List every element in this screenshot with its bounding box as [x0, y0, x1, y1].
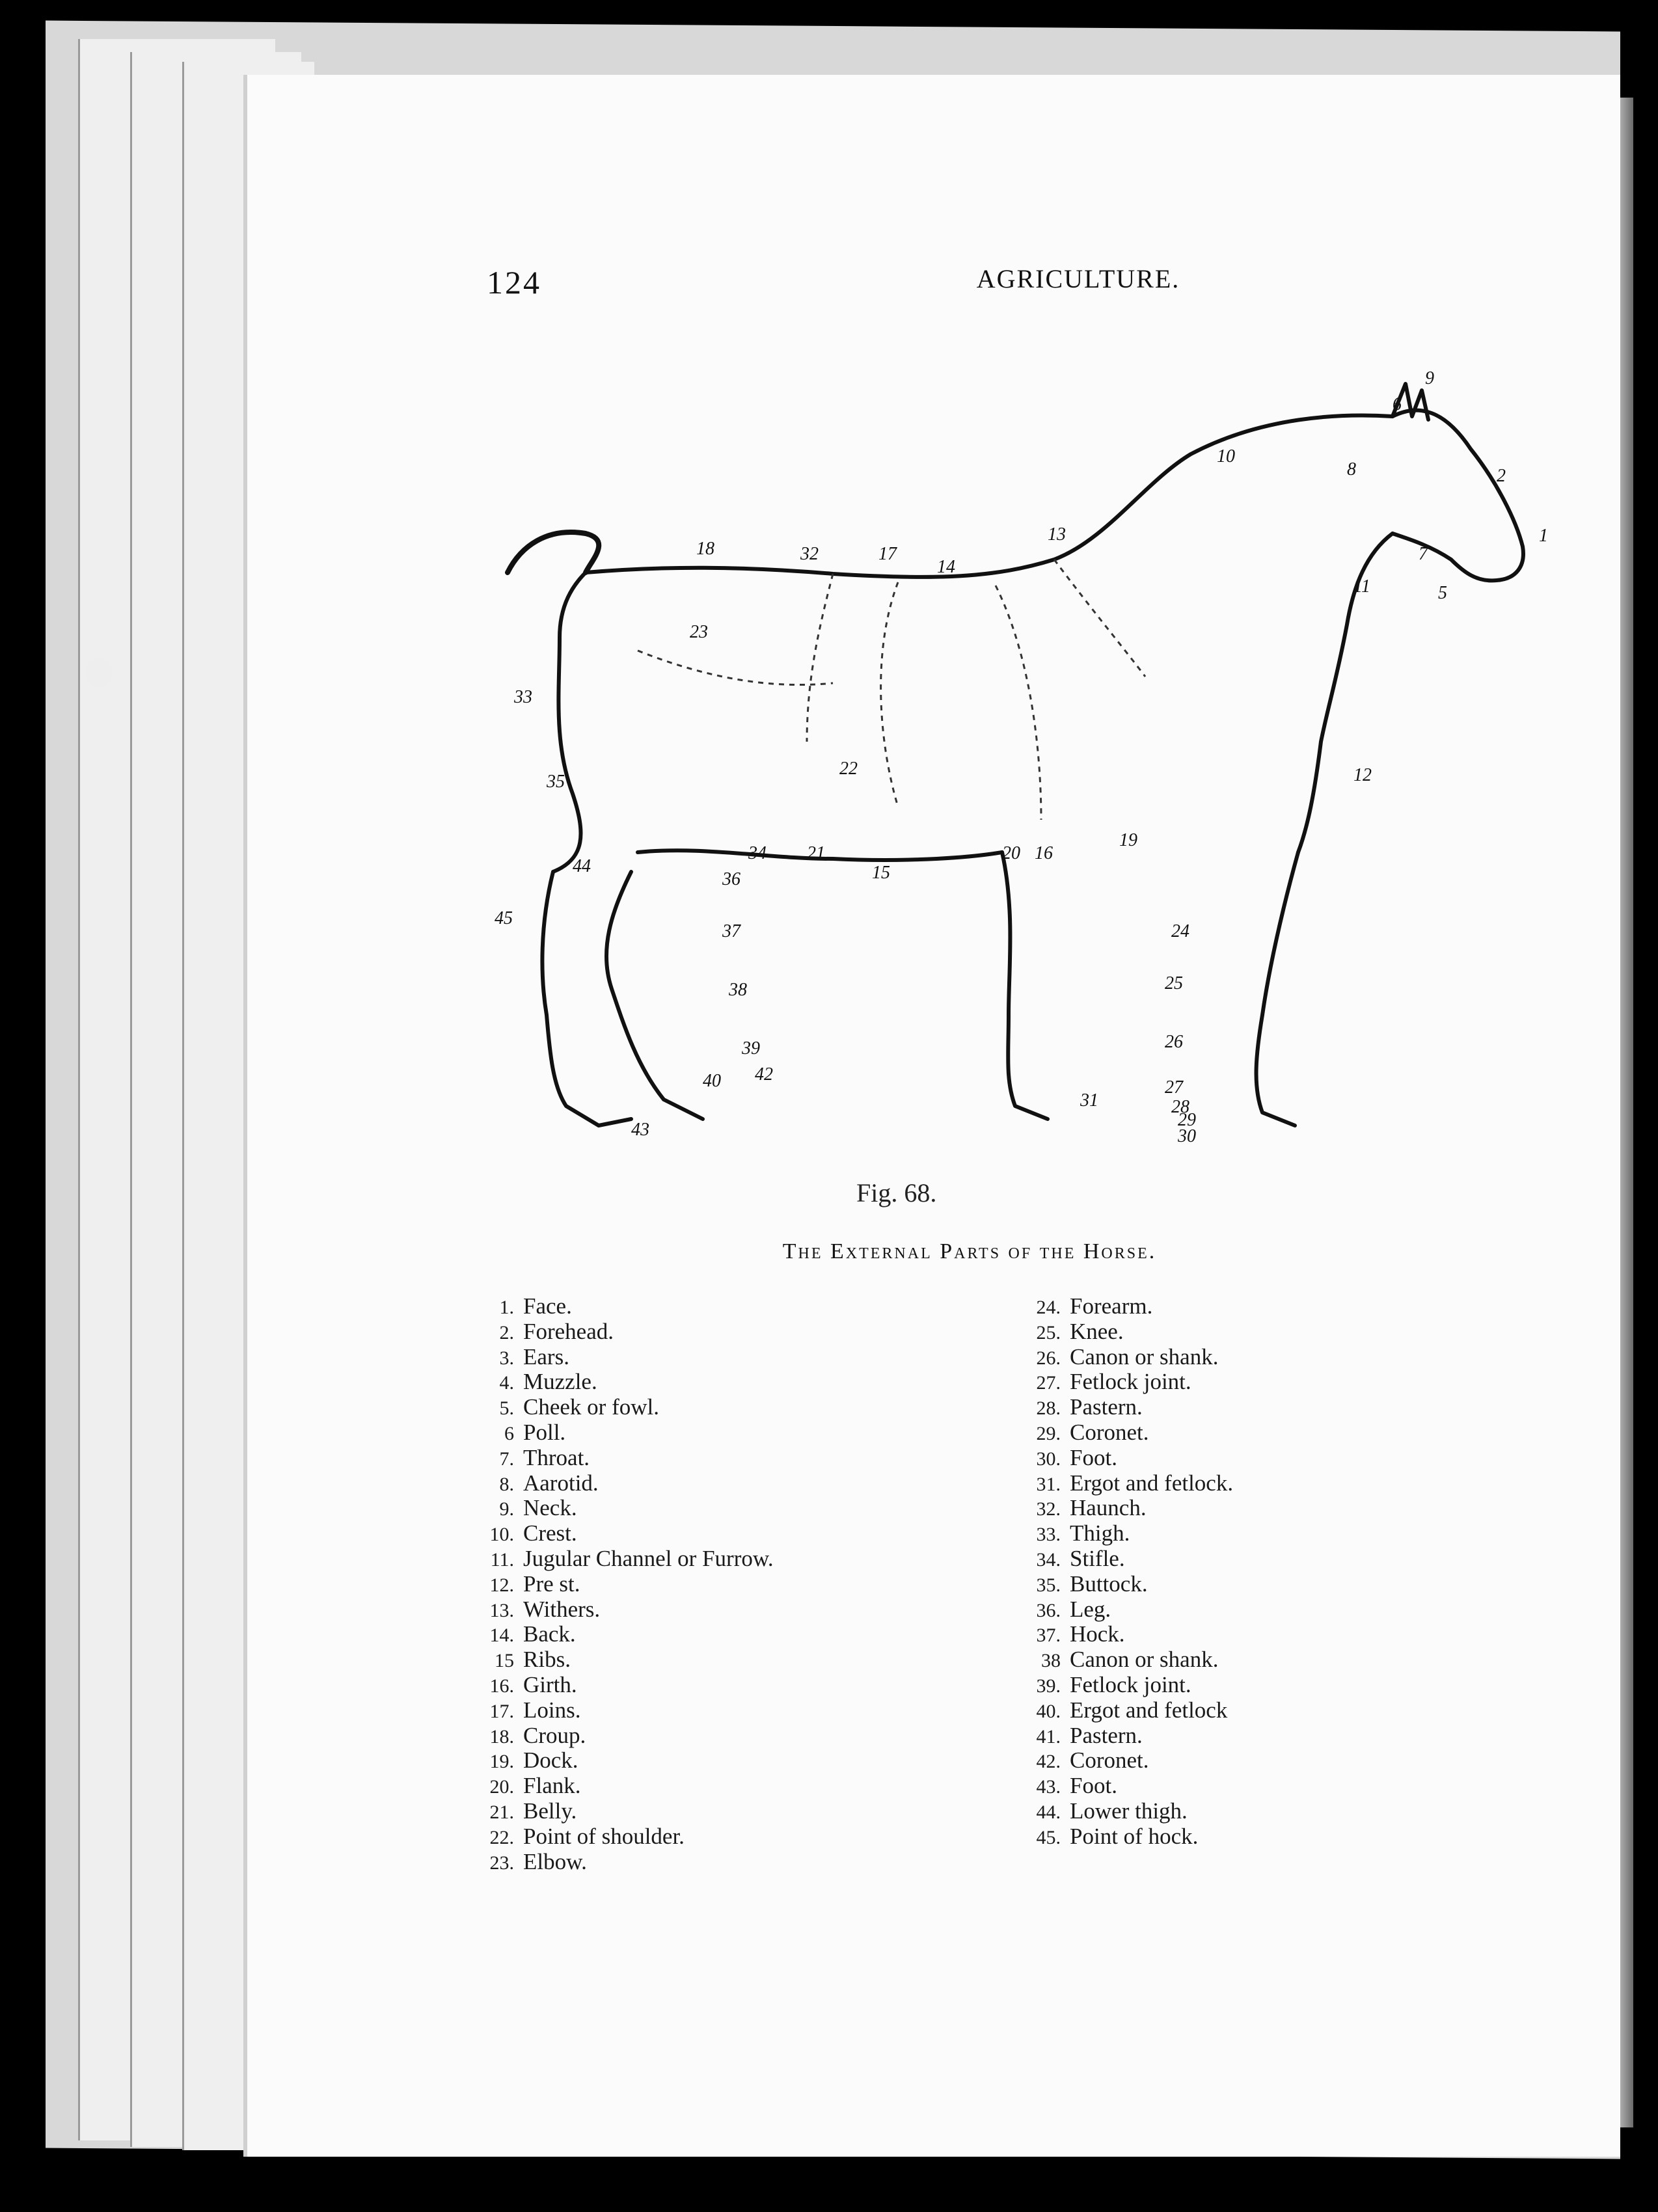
- legend-item: [455, 1396, 774, 1421]
- legend-item: [1002, 1547, 1233, 1572]
- legend-item: [455, 1345, 774, 1371]
- legend-item-label: Pre st.: [523, 1571, 580, 1597]
- legend-item-label: Hock.: [1070, 1621, 1125, 1647]
- callout-number: 37: [722, 921, 741, 941]
- callout-number: 30: [1178, 1126, 1196, 1146]
- legend-item: [1002, 1572, 1233, 1598]
- legend-item-number: 12.: [489, 1574, 514, 1596]
- legend-item-label: Canon or shank.: [1070, 1343, 1219, 1369]
- callout-number: 39: [742, 1038, 760, 1059]
- legend-item: [1002, 1749, 1233, 1774]
- callout-number: 2: [1497, 466, 1506, 486]
- legend-item: [455, 1648, 774, 1673]
- legend-item-number: 37.: [1036, 1625, 1061, 1647]
- legend-item: [1002, 1522, 1233, 1547]
- legend-item: [1002, 1472, 1233, 1497]
- legend-item-label: Aarotid.: [523, 1470, 599, 1496]
- callout-number: 35: [547, 772, 565, 792]
- legend-item-label: Elbow.: [523, 1848, 587, 1874]
- legend-item-label: Coronet.: [1070, 1419, 1149, 1445]
- legend-item-number: 45.: [1036, 1826, 1061, 1848]
- callout-number: 42: [755, 1064, 773, 1085]
- running-head: AGRICULTURE.: [976, 264, 1180, 293]
- legend-item-number: 25.: [1036, 1321, 1061, 1343]
- legend-item-label: Cheek or fowl.: [523, 1394, 659, 1420]
- callout-number: 21: [807, 843, 825, 863]
- legend-item-number: 6: [504, 1422, 514, 1444]
- legend-item-label: Ergot and fetlock: [1070, 1697, 1228, 1723]
- legend-item-number: 11.: [490, 1548, 514, 1571]
- callout-number: 5: [1438, 583, 1447, 603]
- legend-item-number: 10.: [489, 1524, 514, 1546]
- callout-number: 23: [690, 622, 708, 642]
- legend-item-label: Flank.: [523, 1773, 581, 1799]
- legend-item: [455, 1673, 774, 1699]
- figure-caption: Fig. 68.: [856, 1178, 937, 1207]
- legend-item: [455, 1295, 774, 1320]
- callout-number: 15: [872, 863, 890, 883]
- legend-item-label: Fetlock joint.: [1070, 1369, 1191, 1395]
- legend-item-number: 16.: [489, 1675, 514, 1697]
- legend-item: [1002, 1648, 1233, 1673]
- callout-number: 25: [1165, 973, 1183, 993]
- callout-number: 36: [722, 869, 741, 889]
- binding-hole: [86, 658, 112, 687]
- horse-foreleg-front: [1257, 852, 1298, 1126]
- legend-item-number: 15: [495, 1650, 514, 1672]
- legend-item: [455, 1370, 774, 1396]
- callout-number: 18: [696, 539, 714, 559]
- legend-item: [455, 1699, 774, 1724]
- callout-number: 45: [495, 908, 513, 928]
- callout-number: 33: [514, 687, 532, 707]
- legend-item: [455, 1547, 774, 1572]
- callout-number: 22: [839, 759, 858, 779]
- legend-item-number: 3.: [499, 1347, 514, 1369]
- horse-hind-leg-front: [606, 872, 703, 1119]
- legend-item-label: Back.: [523, 1621, 576, 1647]
- legend-item-label: Lower thigh.: [1070, 1798, 1188, 1824]
- legend-item-label: Canon or shank.: [1070, 1647, 1219, 1673]
- legend-item-label: Dock.: [523, 1747, 578, 1774]
- callout-number: 27: [1165, 1077, 1183, 1098]
- legend-item-label: Face.: [523, 1293, 572, 1319]
- legend-item-number: 27.: [1036, 1372, 1061, 1394]
- legend-item: [455, 1825, 774, 1850]
- legend-item: [1002, 1496, 1233, 1522]
- horse-rump: [553, 573, 586, 872]
- legend-item-number: 30.: [1036, 1448, 1061, 1470]
- legend-item: [455, 1496, 774, 1522]
- legend-item-number: 7.: [499, 1448, 514, 1470]
- callout-number: 7: [1419, 544, 1428, 564]
- legend-item: [455, 1522, 774, 1547]
- legend-item-number: 33.: [1036, 1524, 1061, 1546]
- legend-item: [1002, 1345, 1233, 1371]
- callout-number: 13: [1048, 524, 1066, 545]
- callout-number: 10: [1217, 446, 1235, 466]
- callout-number: 19: [1119, 830, 1137, 850]
- horse-section-lines: [638, 560, 1145, 820]
- legend-item-label: Leg.: [1070, 1596, 1111, 1622]
- horse-foreleg-back: [1002, 852, 1048, 1119]
- legend-item-number: 44.: [1036, 1801, 1061, 1823]
- legend-item-number: 32.: [1036, 1498, 1061, 1520]
- legend-item-label: Crest.: [523, 1520, 577, 1546]
- legend-item-number: 35.: [1036, 1574, 1061, 1596]
- legend-item: [455, 1320, 774, 1345]
- page-number: 124: [487, 264, 541, 301]
- figure-title: The External Parts of the Horse.: [782, 1239, 1157, 1263]
- legend-item-number: 39.: [1036, 1675, 1061, 1697]
- horse-diagram: [247, 286, 1548, 1171]
- callout-number: 1: [1539, 526, 1548, 546]
- legend-item-label: Loins.: [523, 1697, 581, 1723]
- legend-item-label: Thigh.: [1070, 1520, 1130, 1546]
- legend-item: [455, 1724, 774, 1749]
- callout-number: 11: [1353, 576, 1370, 597]
- legend-item-label: Throat.: [523, 1444, 590, 1470]
- legend-item-number: 28.: [1036, 1397, 1061, 1420]
- legend-item-number: 21.: [489, 1801, 514, 1823]
- legend-item-number: 19.: [489, 1751, 514, 1773]
- horse-hind-leg-back: [542, 872, 631, 1126]
- callout-number: 16: [1035, 843, 1053, 863]
- legend-item-label: Coronet.: [1070, 1747, 1149, 1774]
- legend-item-number: 14.: [489, 1625, 514, 1647]
- legend-item: [1002, 1598, 1233, 1623]
- legend-item-label: Withers.: [523, 1596, 601, 1622]
- legend-item-label: Forearm.: [1070, 1293, 1153, 1319]
- legend-left-column: [455, 1295, 774, 1875]
- legend-item: [1002, 1623, 1233, 1648]
- legend-item-label: Haunch.: [1070, 1495, 1147, 1521]
- legend-item: [455, 1446, 774, 1472]
- legend-item-label: Pastern.: [1070, 1722, 1143, 1748]
- legend-right-column: [1002, 1295, 1233, 1850]
- legend-item-number: 38: [1041, 1650, 1061, 1672]
- callout-number: 38: [729, 980, 747, 1000]
- legend-item-number: 17.: [489, 1700, 514, 1722]
- legend-item-number: 40.: [1036, 1700, 1061, 1722]
- legend-item: [1002, 1825, 1233, 1850]
- legend-item-label: Girth.: [523, 1671, 577, 1697]
- callout-number: 14: [937, 557, 955, 577]
- legend-item-label: Ribs.: [523, 1647, 571, 1673]
- legend-item: [1002, 1396, 1233, 1421]
- callout-number: 32: [800, 544, 819, 564]
- legend-item-label: Forehead.: [523, 1318, 614, 1344]
- legend-item: [455, 1572, 774, 1598]
- legend-item: [455, 1421, 774, 1446]
- legend-item: [455, 1472, 774, 1497]
- legend-item-label: Foot.: [1070, 1444, 1117, 1470]
- callout-number: 17: [878, 544, 897, 564]
- legend-item: [1002, 1421, 1233, 1446]
- legend-item-number: 34.: [1036, 1548, 1061, 1571]
- legend-item: [1002, 1724, 1233, 1749]
- legend-item-label: Buttock.: [1070, 1571, 1148, 1597]
- legend-item-label: Stifle.: [1070, 1545, 1125, 1571]
- legend-item: [455, 1623, 774, 1648]
- legend-item-label: Belly.: [523, 1798, 577, 1824]
- legend-item-number: 24.: [1036, 1297, 1061, 1318]
- legend-item: [455, 1800, 774, 1825]
- legend-item-number: 42.: [1036, 1751, 1061, 1773]
- legend-item-number: 29.: [1036, 1422, 1061, 1444]
- callout-number: 31: [1080, 1090, 1098, 1111]
- callout-number: 8: [1347, 459, 1356, 479]
- legend-item-label: Point of hock.: [1070, 1823, 1199, 1849]
- legend-item: [455, 1598, 774, 1623]
- legend-item-label: Foot.: [1070, 1773, 1117, 1799]
- legend-item: [1002, 1370, 1233, 1396]
- legend-item-number: 41.: [1036, 1725, 1061, 1747]
- callout-number: 6: [1393, 394, 1402, 414]
- legend-item: [1002, 1446, 1233, 1472]
- legend-item-label: Fetlock joint.: [1070, 1671, 1191, 1697]
- callout-number: 9: [1425, 368, 1434, 388]
- legend-item-number: 4.: [499, 1372, 514, 1394]
- callout-number: 12: [1353, 765, 1372, 785]
- legend-item-number: 8.: [499, 1473, 514, 1495]
- legend-item-number: 2.: [499, 1321, 514, 1343]
- legend-item-number: 20.: [489, 1776, 514, 1798]
- horse-tail: [508, 532, 599, 573]
- legend-item-number: 18.: [489, 1725, 514, 1747]
- legend-item: [1002, 1774, 1233, 1800]
- legend-item-number: 5.: [499, 1397, 514, 1420]
- callout-number: 26: [1165, 1032, 1183, 1052]
- legend-item: [1002, 1295, 1233, 1320]
- legend-item: [1002, 1673, 1233, 1699]
- legend-item-number: 31.: [1036, 1473, 1061, 1495]
- legend-item-label: Neck.: [523, 1495, 577, 1521]
- legend-item-label: Jugular Channel or Furrow.: [523, 1545, 774, 1571]
- callout-number: 44: [573, 856, 591, 876]
- callout-number: 20: [1002, 843, 1020, 863]
- legend-item: [1002, 1320, 1233, 1345]
- legend-item: [1002, 1800, 1233, 1825]
- callout-number: 24: [1171, 921, 1189, 941]
- legend-item-label: Ears.: [523, 1343, 569, 1369]
- legend-item-number: 1.: [499, 1297, 514, 1318]
- callout-number: 28: [1171, 1097, 1189, 1117]
- callout-number: 43: [631, 1120, 649, 1140]
- legend-item: [1002, 1699, 1233, 1724]
- legend-item-number: 23.: [489, 1852, 514, 1874]
- legend-item-number: 13.: [489, 1599, 514, 1621]
- legend-item-label: Muzzle.: [523, 1369, 597, 1395]
- callout-number: 34: [748, 843, 767, 863]
- legend-item-label: Point of shoulder.: [523, 1823, 685, 1849]
- legend-item-label: Ergot and fetlock.: [1070, 1470, 1234, 1496]
- callout-number: 29: [1178, 1110, 1196, 1130]
- legend-item: [455, 1749, 774, 1774]
- callout-number: 40: [703, 1071, 721, 1091]
- legend-item-number: 9.: [499, 1498, 514, 1520]
- legend-item-number: 26.: [1036, 1347, 1061, 1369]
- horse-throat-neck: [1298, 533, 1393, 852]
- legend-item-number: 36.: [1036, 1599, 1061, 1621]
- legend-item-number: 43.: [1036, 1776, 1061, 1798]
- legend-item-label: Poll.: [523, 1419, 566, 1445]
- legend-item-label: Croup.: [523, 1722, 586, 1748]
- legend-item-label: Knee.: [1070, 1318, 1124, 1344]
- legend-item-label: Pastern.: [1070, 1394, 1143, 1420]
- legend-item-number: 22.: [489, 1826, 514, 1848]
- legend-item: [455, 1774, 774, 1800]
- legend-item: [455, 1850, 774, 1876]
